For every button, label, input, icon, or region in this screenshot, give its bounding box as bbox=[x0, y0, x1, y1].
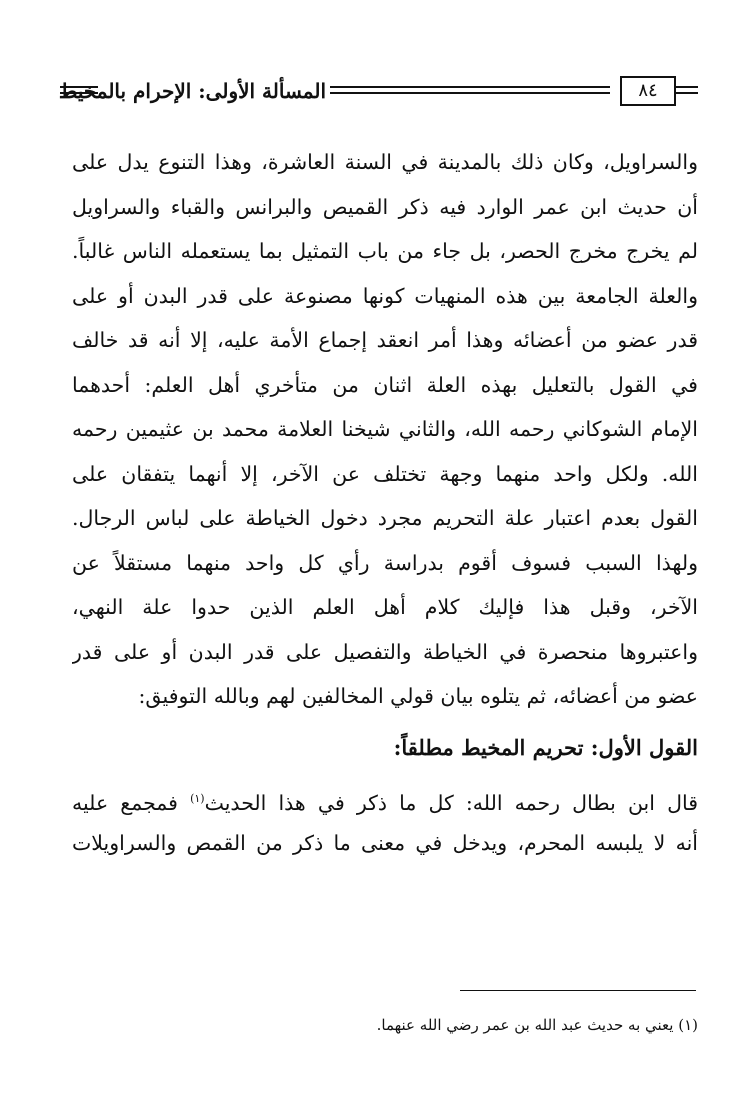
text-line: قدر عضو من أعضائه وهذا أمر انعقد إجماع الأمة عليه، إلا أنه قد خالف bbox=[72, 328, 698, 352]
text-line: أن حديث ابن عمر الوارد فيه ذكر القميص والبرانس والقباء والسراويل bbox=[72, 194, 698, 219]
text-segment: قال ابن بطال رحمه الله: كل ما ذكر في هذا الحديث bbox=[204, 790, 698, 815]
text-segment: فمجمع عليه bbox=[72, 790, 191, 815]
header-rule-right bbox=[676, 86, 698, 94]
running-header bbox=[60, 72, 696, 112]
text-line-with-footnote bbox=[72, 777, 698, 822]
text-line: والسراويل، وكان ذلك بالمدينة في السنة العاشرة، وهذا التنوع يدل على bbox=[72, 150, 698, 174]
footnote-separator bbox=[460, 990, 696, 991]
text-line: والعلة الجامعة بين هذه المنهيات كونها مصنوعة على قدر البدن أو على bbox=[72, 283, 698, 308]
text-line: واعتبروها منحصرة في الخياطة والتفصيل على قدر البدن أو على قدر bbox=[72, 639, 698, 664]
text-line: أنه لا يلبسه المحرم، ويدخل في معنى ما ذكر من القمص والسراويلات bbox=[72, 831, 698, 855]
section-subheading: القول الأول: تحريم المخيط مطلقاً: bbox=[393, 734, 698, 760]
text-line: ولهذا السبب فسوف أقوم بدراسة رأي كل واحد منهما مستقلاً عن bbox=[72, 550, 698, 575]
text-line: الآخر، وقبل هذا فإليك كلام أهل العلم الذين حدوا علة النهي، bbox=[72, 595, 698, 619]
text-line: الله. ولكل واحد منهما وجهة تختلف عن الآخر، إلا أنهما يتفقان على bbox=[72, 461, 698, 486]
header-rule-middle bbox=[330, 86, 610, 94]
text-line: القول بعدم اعتبار علة التحريم مجرد دخول الخياطة على لباس الرجال. bbox=[72, 506, 698, 530]
running-title: المسألة الأولى: الإحرام بالمخيط bbox=[58, 79, 326, 103]
text-line: في القول بالتعليل بهذه العلة اثنان من متأخري أهل العلم: أحدهما bbox=[72, 372, 698, 397]
footnote-marker: (١) bbox=[190, 791, 205, 805]
page-number: ٨٤ bbox=[620, 76, 676, 106]
main-text bbox=[72, 140, 698, 866]
text-line: لم يخرج مخرج الحصر، بل جاء من باب التمثيل بما يستعمله الناس غالباً. bbox=[72, 239, 698, 263]
footnote: (١) يعني به حديث عبد الله بن عمر رضي الله عنهما. bbox=[376, 1016, 698, 1034]
text-line: عضو من أعضائه، ثم يتلوه بيان قولي المخالفين لهم وبالله التوفيق: bbox=[138, 684, 698, 708]
text-line: الإمام الشوكاني رحمه الله، والثاني شيخنا العلامة محمد بن عثيمين رحمه bbox=[72, 417, 698, 441]
